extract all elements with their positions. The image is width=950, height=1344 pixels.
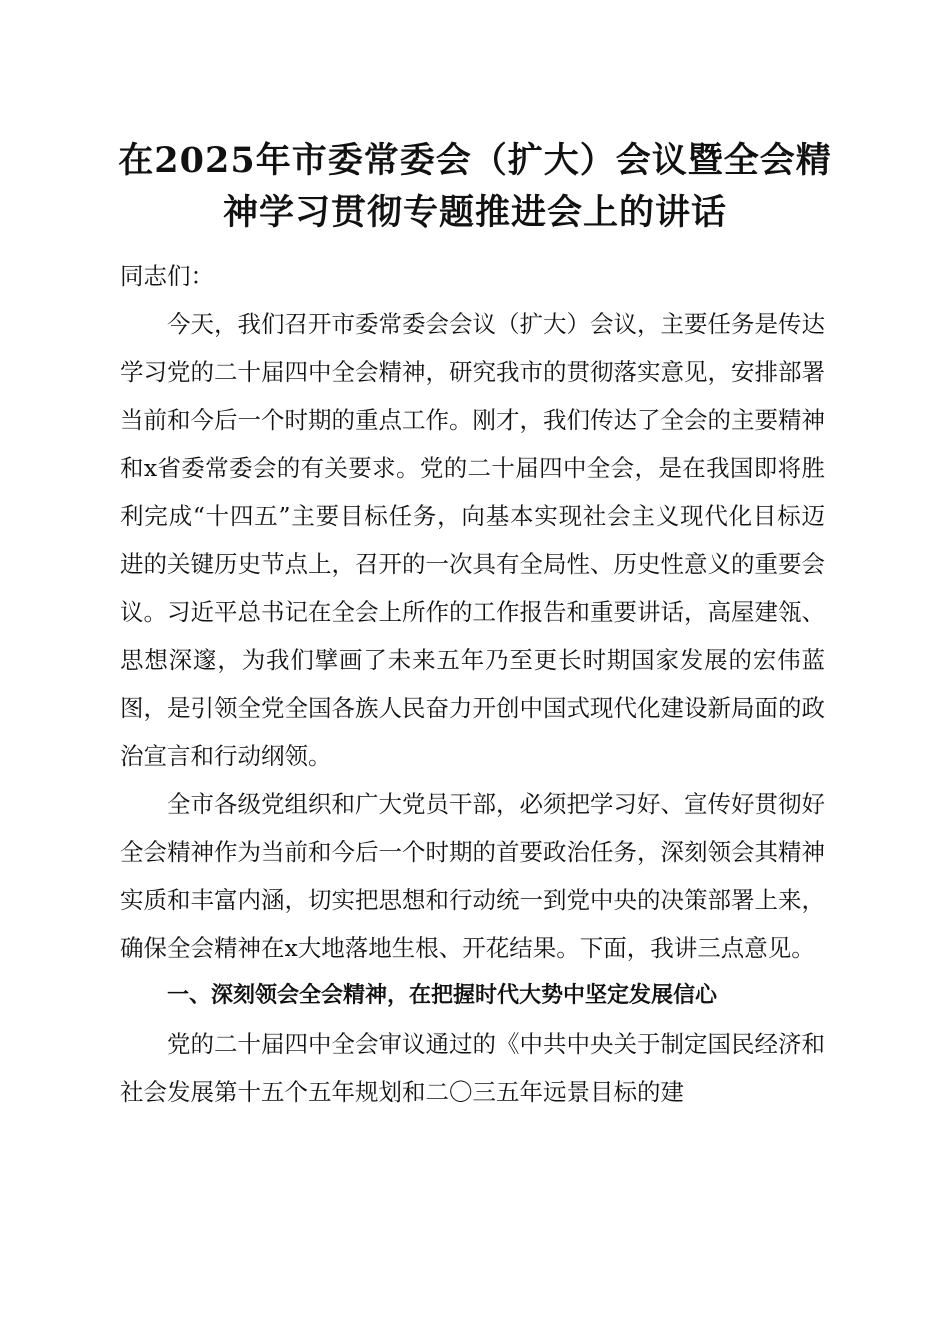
section-paragraph-1: 党的二十届四中全会审议通过的《中共中央关于制定国民经济和社会发展第十五个五年规划和二〇三五年远景目标的建: [120, 1030, 825, 1106]
document-title: [80, 135, 870, 239]
greeting: 同志们：: [120, 262, 214, 290]
title-line-1: 在2025年市委常委会（扩大）会议暨全会精: [118, 140, 832, 181]
paragraph-1: 今天，我们召开市委常委会会议（扩大）会议，主要任务是传达学习党的二十届四中全会精神，研究我市的贯彻落实意见，安排部署当前和今后一个时期的重点工作。刚才，我们传达了全会的主要精神和x省委常委会的有关要求。党的二十届四中全会，是在我国即将胜利完成“十四五”主要目标任务，向基本实现社会主义现代化目标迈进的关键历史节点上，召开的一次具有全局性、历史性意义的重要会议。习近平总书记在全会上所作的工作报告和重要讲话，高屋建瓴、思想深邃，为我们擘画了未来五年乃至更长时期国家发展的宏伟蓝图，是引领全党全国各族人民奋力开创中国式现代化建设新局面的政治宣言和行动纲领。: [120, 310, 825, 770]
title-line-2: 神学习贯彻专题推进会上的讲话: [222, 192, 727, 233]
document-body: [120, 252, 825, 1116]
section-heading-1: 一、深刻领会全会精神，在把握时代大势中坚定发展信心: [167, 983, 718, 1008]
paragraph-2: 全市各级党组织和广大党员干部，必须把学习好、宣传好贯彻好全会精神作为当前和今后一个时期的首要政治任务，深刻领会其精神实质和丰富内涵，切实把思想和行动统一到党中央的决策部署上来，确保全会精神在x大地落地生根、开花结果。下面，我讲三点意见。: [120, 790, 825, 962]
